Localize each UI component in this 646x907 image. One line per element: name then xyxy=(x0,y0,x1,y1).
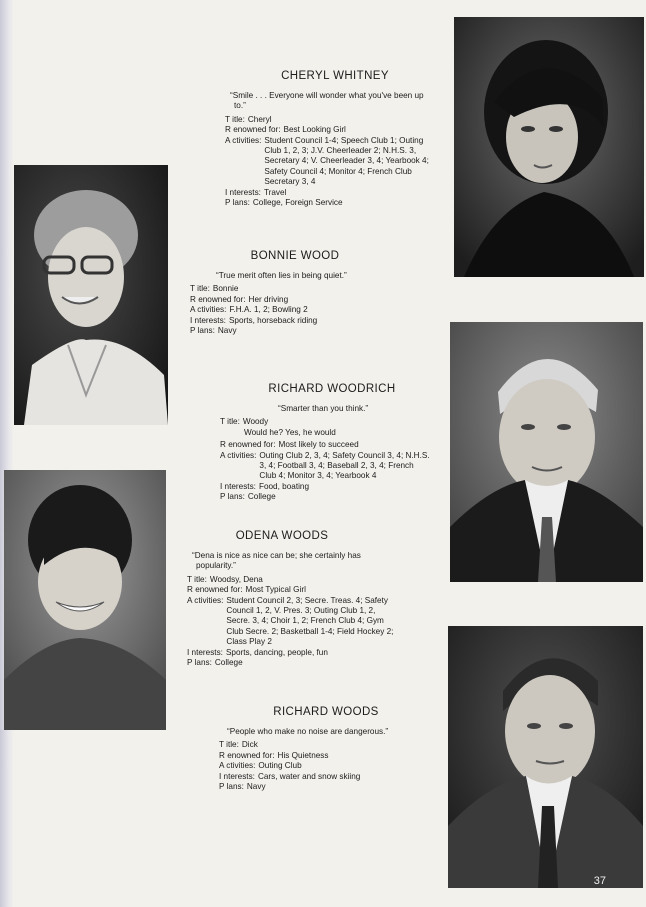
activities-value: Outing Club 2, 3, 4; Safety Council 3, 4; N.H.S. 3, 4; Football 3, 4; Baseball 2, 3, 4; French Club 4; Monitor 3, 4; Yearbook 4 xyxy=(259,450,430,481)
title-row xyxy=(219,740,429,750)
plans-label: P lans: xyxy=(225,198,250,208)
portrait-photo-richard-woodrich xyxy=(450,322,643,582)
renowned-value: Best Looking Girl xyxy=(283,125,346,135)
renowned-value: His Quietness xyxy=(277,750,329,760)
senior-quote: “Smarter than you think.” xyxy=(278,404,369,413)
title-value: Cheryl xyxy=(247,114,272,124)
title-row xyxy=(190,284,420,294)
interests-value: Food, boating xyxy=(258,481,310,491)
interests-row xyxy=(220,482,430,492)
renowned-label: R enowned for: xyxy=(220,440,276,450)
activities-row xyxy=(187,596,397,648)
senior-entry-richard-woodrich xyxy=(220,383,430,503)
senior-entry-bonnie-wood xyxy=(190,250,420,336)
activities-value: Student Council 2, 3; Secre. Treas. 4; Safety Council 1, 2, V. Pres. 3; Outing Club 1, 2, Secre. 3, 4; Choir 1, 2; French Club 4; Gym Club Secre. 2; Basketball 1-4; Field Hockey 2; Class Play 2 xyxy=(226,595,394,647)
activities-label: A ctivities: xyxy=(219,761,256,771)
plans-label: P lans: xyxy=(190,326,215,336)
student-name: ODENA WOODS xyxy=(235,530,329,542)
interests-value: Sports, dancing, people, fun xyxy=(225,647,328,657)
senior-quote: “Smile . . . Everyone will wonder what you've been up to.” xyxy=(230,91,424,111)
activities-value: Outing Club xyxy=(258,761,302,771)
plans-value: College xyxy=(247,492,276,502)
interests-label: I nterests: xyxy=(219,771,255,781)
title-value: Woody xyxy=(242,417,269,427)
plans-label: P lans: xyxy=(187,658,212,668)
plans-value: College xyxy=(214,658,243,668)
interests-value: Sports, horseback riding xyxy=(228,315,318,325)
portrait-photo-odena-woods xyxy=(4,470,166,730)
title-value: Bonnie xyxy=(212,284,239,294)
renowned-row xyxy=(219,751,429,761)
page-gutter xyxy=(0,0,14,907)
title-row xyxy=(220,417,430,427)
activities-label: A ctivities: xyxy=(190,305,227,315)
senior-entry-cheryl-whitney xyxy=(225,70,435,208)
renowned-row xyxy=(190,295,420,305)
title-row xyxy=(187,575,397,585)
portrait-photo-cheryl-whitney xyxy=(454,17,644,277)
interests-label: I nterests: xyxy=(220,481,256,491)
activities-value: Student Council 1-4; Speech Club 1; Outing Club 1, 2, 3; J.V. Cheerleader 2; N.H.S. 3, Secretary 4; V. Cheerleader 3, 4; Yearbook 4; Safety Council 4; Monitor 4; French Club Secretary 3, 4 xyxy=(264,135,429,187)
title-row xyxy=(225,115,435,125)
title-label: T itle: xyxy=(219,740,239,750)
interests-row xyxy=(187,648,397,658)
portrait-photo-bonnie-wood xyxy=(14,165,168,425)
renowned-label: R enowned for: xyxy=(219,750,275,760)
student-name: RICHARD WOODS xyxy=(273,706,379,718)
renowned-label: R enowned for: xyxy=(225,125,281,135)
title-label: T itle: xyxy=(225,114,245,124)
plans-value: Navy xyxy=(246,782,266,792)
title-label: T itle: xyxy=(187,574,207,584)
plans-row xyxy=(220,492,430,502)
title-value: Dick xyxy=(241,740,258,750)
interests-value: Cars, water and snow skiing xyxy=(257,771,361,781)
renowned-label: R enowned for: xyxy=(187,585,243,595)
renowned-row xyxy=(220,440,430,450)
interests-row xyxy=(219,772,429,782)
plans-label: P lans: xyxy=(219,782,244,792)
interests-value: Travel xyxy=(263,187,287,197)
student-name: BONNIE WOOD xyxy=(250,250,340,262)
renowned-value: Her driving xyxy=(248,294,289,304)
interests-row xyxy=(225,188,435,198)
senior-entry-richard-woods xyxy=(219,706,429,792)
activities-row xyxy=(220,451,430,482)
renowned-row xyxy=(187,585,397,595)
interests-label: I nterests: xyxy=(187,647,223,657)
title-label: T itle: xyxy=(220,417,240,427)
senior-quote: “Dena is nice as nice can be; she certainly has popularity.” xyxy=(192,551,361,571)
title-extra: Would he? Yes, he would xyxy=(244,427,336,437)
title-value: Woodsy, Dena xyxy=(209,574,263,584)
activities-label: A ctivities: xyxy=(220,450,257,460)
activities-row xyxy=(219,761,429,771)
student-name: CHERYL WHITNEY xyxy=(281,70,389,82)
senior-entry-odena-woods xyxy=(187,530,397,668)
renowned-row xyxy=(225,125,435,135)
plans-value: Navy xyxy=(217,326,237,336)
plans-label: P lans: xyxy=(220,492,245,502)
plans-row xyxy=(219,782,429,792)
senior-quote: “People who make no noise are dangerous.” xyxy=(227,727,389,736)
renowned-value: Most likely to succeed xyxy=(278,440,359,450)
plans-row xyxy=(187,658,397,668)
interests-label: I nterests: xyxy=(190,315,226,325)
interests-row xyxy=(190,316,420,326)
renowned-value: Most Typical Girl xyxy=(245,585,306,595)
interests-label: I nterests: xyxy=(225,187,261,197)
activities-row xyxy=(225,136,435,188)
plans-value: College, Foreign Service xyxy=(252,198,343,208)
renowned-label: R enowned for: xyxy=(190,294,246,304)
portrait-photo-richard-woods xyxy=(448,626,643,888)
title-label: T itle: xyxy=(190,284,210,294)
senior-quote: “True merit often lies in being quiet.” xyxy=(216,271,347,280)
activities-value: F.H.A. 1, 2; Bowling 2 xyxy=(229,305,308,315)
plans-row xyxy=(225,198,435,208)
activities-label: A ctivities: xyxy=(187,595,224,605)
page-number: 37 xyxy=(593,875,606,887)
student-name: RICHARD WOODRICH xyxy=(268,383,396,395)
activities-row xyxy=(190,305,420,315)
activities-label: A ctivities: xyxy=(225,135,262,145)
plans-row xyxy=(190,326,420,336)
